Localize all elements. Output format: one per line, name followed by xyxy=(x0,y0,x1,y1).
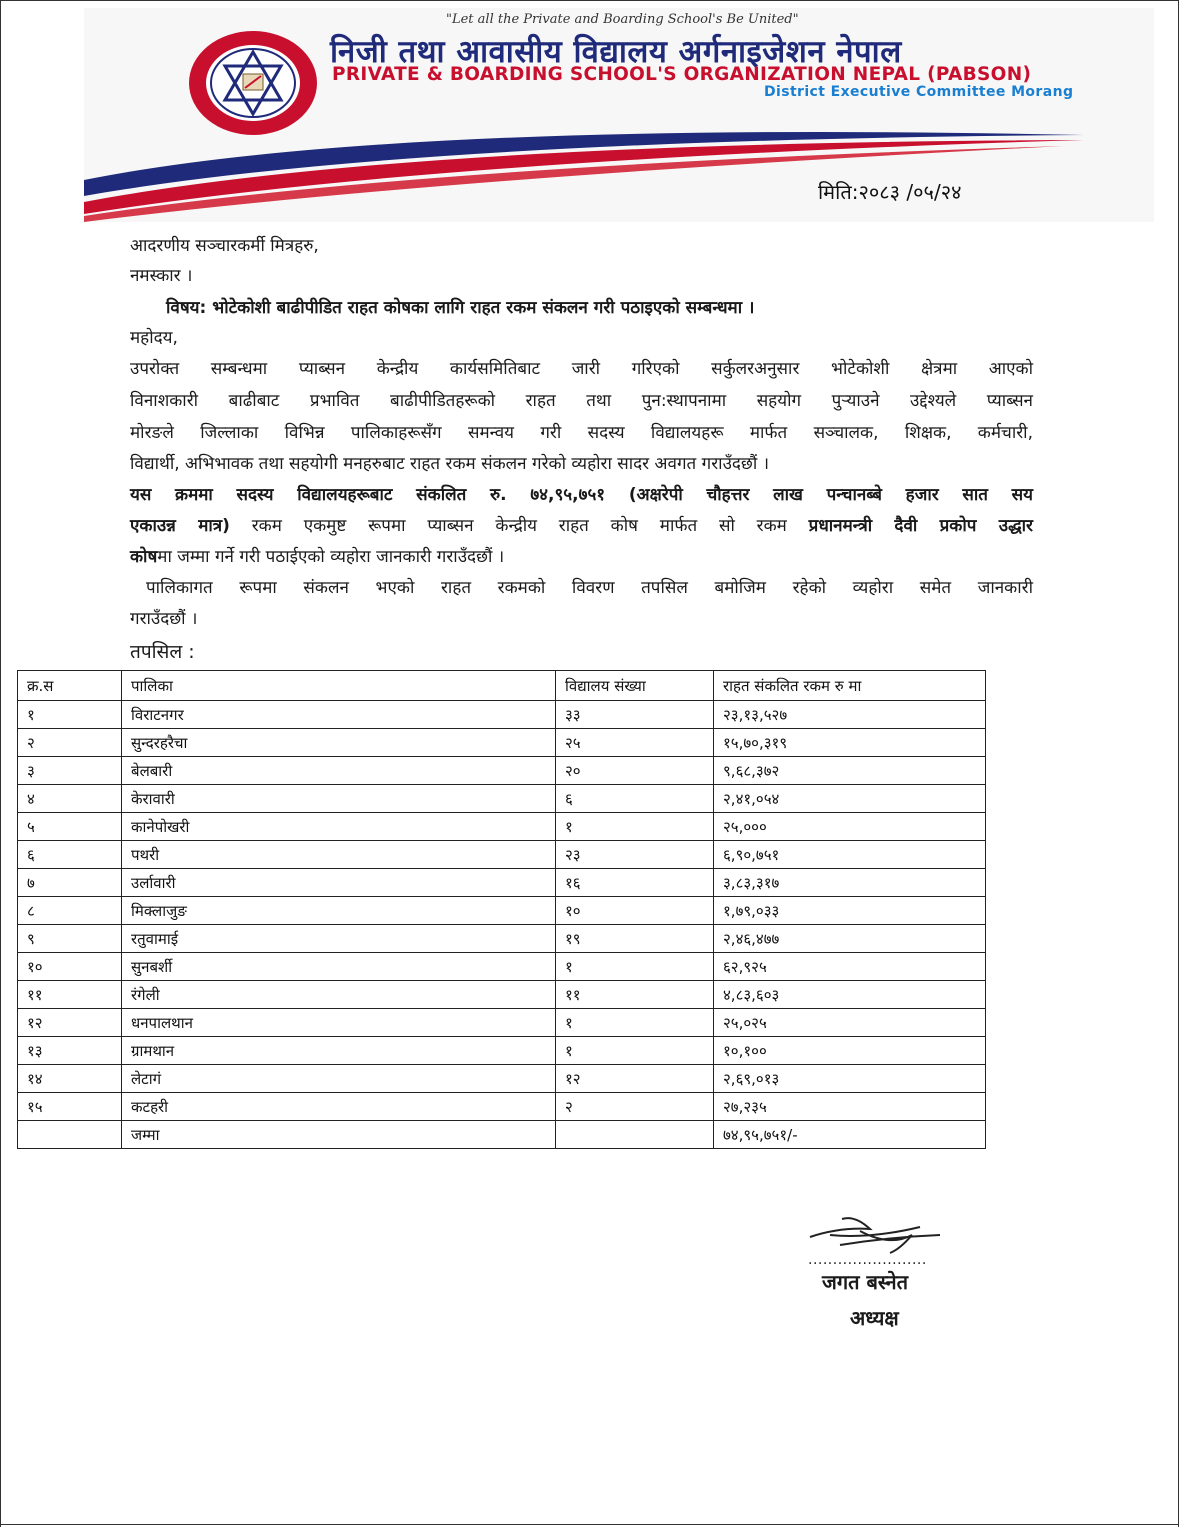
cell-school-count: १६ xyxy=(556,869,714,897)
total-cell-municipality: जम्मा xyxy=(122,1121,556,1149)
cell-school-count: २ xyxy=(556,1093,714,1121)
relief-collection-table xyxy=(17,670,986,1149)
paragraph2-line2 xyxy=(130,513,1033,536)
cell-serial: ९ xyxy=(18,925,122,953)
paragraph3-line1: पालिकागत रूपमा संकलन भएको राहत रकमको विवरण तपसिल बमोजिम रहेको व्यहोरा समेत जानकारी xyxy=(146,578,1033,598)
table-row xyxy=(18,897,986,925)
cell-amount: २५,००० xyxy=(714,813,986,841)
cell-school-count: १० xyxy=(556,897,714,925)
paragraph1-line1: उपरोक्त सम्बन्धमा प्याब्सन केन्द्रीय कार्यसमितिबाट जारी गरिएको सर्कुलरअनुसार भोटेकोशी क्षेत्रमा आएको xyxy=(130,359,1033,379)
cell-municipality: पथरी xyxy=(122,841,556,869)
paragraph2-line1: यस क्रममा सदस्य विद्यालयहरूबाट संकलित रु. ७४,९५,७५१ (अक्षरेपी चौहत्तर लाख पन्चानब्बे हजार सात सय xyxy=(130,485,1033,505)
cell-amount: २५,०२५ xyxy=(714,1009,986,1037)
cell-serial: ५ xyxy=(18,813,122,841)
table-row xyxy=(18,925,986,953)
paragraph2-line2-text: रकम एकमुष्ट रूपमा प्याब्सन केन्द्रीय राहत कोष मार्फत सो रकम xyxy=(229,516,809,536)
cell-amount: ६,९०,७५१ xyxy=(714,841,986,869)
cell-school-count: २३ xyxy=(556,841,714,869)
cell-serial: १४ xyxy=(18,1065,122,1093)
cell-municipality: रतुवामाई xyxy=(122,925,556,953)
cell-amount: २,६९,०१३ xyxy=(714,1065,986,1093)
cell-serial: ३ xyxy=(18,757,122,785)
table-row xyxy=(18,813,986,841)
cell-municipality: रंगेली xyxy=(122,981,556,1009)
tapasil-heading: तपसिल : xyxy=(130,641,195,663)
header-school-count: विद्यालय संख्या xyxy=(556,671,714,701)
address-line: महोदय, xyxy=(130,328,178,348)
cell-school-count: ११ xyxy=(556,981,714,1009)
subject-line: विषय: भोटेकोशी बाढीपीडित राहत कोषका लागि राहत रकम संकलन गरी पठाइएको सम्बन्धमा । xyxy=(166,298,755,318)
cell-municipality: विराटनगर xyxy=(122,701,556,729)
cell-serial: २ xyxy=(18,729,122,757)
cell-amount: ६२,९२५ xyxy=(714,953,986,981)
signature-dots: ........................ xyxy=(808,1252,927,1268)
cell-municipality: मिक्लाजुङ xyxy=(122,897,556,925)
total-cell-school-count xyxy=(556,1121,714,1149)
cell-municipality: कानेपोखरी xyxy=(122,813,556,841)
cell-school-count: २५ xyxy=(556,729,714,757)
cell-serial: १२ xyxy=(18,1009,122,1037)
cell-amount: २७,२३५ xyxy=(714,1093,986,1121)
org-title-nepali: निजी तथा आवासीय विद्यालय अर्गनाइजेशन नेपाल xyxy=(330,34,902,70)
cell-municipality: लेटागं xyxy=(122,1065,556,1093)
cell-amount: २३,१३,५२७ xyxy=(714,701,986,729)
letterhead-swoosh xyxy=(84,110,1094,222)
table-row xyxy=(18,1093,986,1121)
cell-school-count: १ xyxy=(556,813,714,841)
pm-relief-fund: प्रधानमन्त्री दैवी प्रकोप उद्धार xyxy=(808,516,1034,536)
table-row xyxy=(18,1009,986,1037)
page-border-bottom xyxy=(0,1524,1179,1525)
cell-serial: १५ xyxy=(18,1093,122,1121)
table-row xyxy=(18,1065,986,1093)
cell-serial: ८ xyxy=(18,897,122,925)
letterhead-motto: "Let all the Private and Boarding School's Be United" xyxy=(446,12,799,27)
salutation: आदरणीय सञ्चारकर्मी मित्रहरु, xyxy=(130,236,319,256)
signatory-role: अध्यक्ष xyxy=(850,1306,899,1330)
cell-serial: १३ xyxy=(18,1037,122,1065)
cell-municipality: केरावारी xyxy=(122,785,556,813)
cell-serial: ७ xyxy=(18,869,122,897)
page-border-top xyxy=(0,0,1179,1)
paragraph2-line3-text: मा जम्मा गर्ने गरी पठाईएको व्यहोरा जानकारी गराउँदछौं । xyxy=(157,547,505,567)
cell-amount: १०,१०० xyxy=(714,1037,986,1065)
table-row xyxy=(18,757,986,785)
org-subtitle: District Executive Committee Morang xyxy=(764,84,1074,100)
cell-municipality: धनपालथान xyxy=(122,1009,556,1037)
total-cell-amount: ७४,९५,७५१/- xyxy=(714,1121,986,1149)
cell-municipality: सुन्दरहरैचा xyxy=(122,729,556,757)
cell-serial: ६ xyxy=(18,841,122,869)
cell-serial: ४ xyxy=(18,785,122,813)
cell-school-count: १ xyxy=(556,953,714,981)
table-row xyxy=(18,869,986,897)
table-row xyxy=(18,785,986,813)
table-row xyxy=(18,729,986,757)
paragraph1-line4: विद्यार्थी, अभिभावक तथा सहयोगी मनहरुबाट राहत रकम संकलन गरेको व्यहोरा सादर अवगत गराउँदछौं । xyxy=(130,454,770,474)
fund-word: कोष xyxy=(130,547,158,567)
cell-serial: ११ xyxy=(18,981,122,1009)
cell-amount: ९,६८,३७२ xyxy=(714,757,986,785)
cell-serial: १ xyxy=(18,701,122,729)
cell-amount: २,४६,४७७ xyxy=(714,925,986,953)
header-serial: क्र.स xyxy=(18,671,122,701)
table-row xyxy=(18,701,986,729)
greeting: नमस्कार । xyxy=(130,266,193,286)
table-header-row xyxy=(18,671,986,701)
header-amount: राहत संकलित रकम रु मा xyxy=(714,671,986,701)
cell-municipality: कटहरी xyxy=(122,1093,556,1121)
table-row xyxy=(18,1037,986,1065)
org-title-english: PRIVATE & BOARDING SCHOOL'S ORGANIZATION NEPAL (PABSON) xyxy=(332,64,1032,85)
cell-municipality: सुनबर्शी xyxy=(122,953,556,981)
cell-school-count: १ xyxy=(556,1009,714,1037)
table-row xyxy=(18,841,986,869)
table-total-row xyxy=(18,1121,986,1149)
cell-school-count: १२ xyxy=(556,1065,714,1093)
cell-serial: १० xyxy=(18,953,122,981)
cell-municipality: ग्रामथान xyxy=(122,1037,556,1065)
cell-school-count: ६ xyxy=(556,785,714,813)
paragraph3-line2: गराउँदछौं । xyxy=(130,609,198,629)
amount-words-end: एकाउन्न मात्र) xyxy=(130,516,230,536)
cell-amount: १,७९,०३३ xyxy=(714,897,986,925)
header-municipality: पालिका xyxy=(122,671,556,701)
cell-amount: १५,७०,३१९ xyxy=(714,729,986,757)
signatory-name: जगत बस्नेत xyxy=(822,1270,909,1294)
cell-amount: ३,८३,३१७ xyxy=(714,869,986,897)
page-border-left xyxy=(0,0,1,1527)
paragraph1-line3: मोरङले जिल्लाका विभिन्न पालिकाहरूसँग समन्वय गरी सदस्य विद्यालयहरू मार्फत सञ्चालक, शिक्षक, कर्मचारी, xyxy=(130,423,1033,443)
paragraph1-line2: विनाशकारी बाढीबाट प्रभावित बाढीपीडितहरूको राहत तथा पुन:स्थापनामा सहयोग पुऱ्याउने उद्देश्यले प्याब्सन xyxy=(130,391,1033,411)
cell-school-count: १९ xyxy=(556,925,714,953)
table-row xyxy=(18,981,986,1009)
cell-school-count: ३३ xyxy=(556,701,714,729)
cell-amount: २,४१,०५४ xyxy=(714,785,986,813)
letter-date: मिति:२०८३ /०५/२४ xyxy=(818,180,962,204)
table-row xyxy=(18,953,986,981)
cell-amount: ४,८३,६०३ xyxy=(714,981,986,1009)
cell-municipality: उर्लावारी xyxy=(122,869,556,897)
total-cell-serial xyxy=(18,1121,122,1149)
paragraph2-line3 xyxy=(130,544,504,567)
cell-school-count: १ xyxy=(556,1037,714,1065)
cell-municipality: बेलबारी xyxy=(122,757,556,785)
cell-school-count: २० xyxy=(556,757,714,785)
